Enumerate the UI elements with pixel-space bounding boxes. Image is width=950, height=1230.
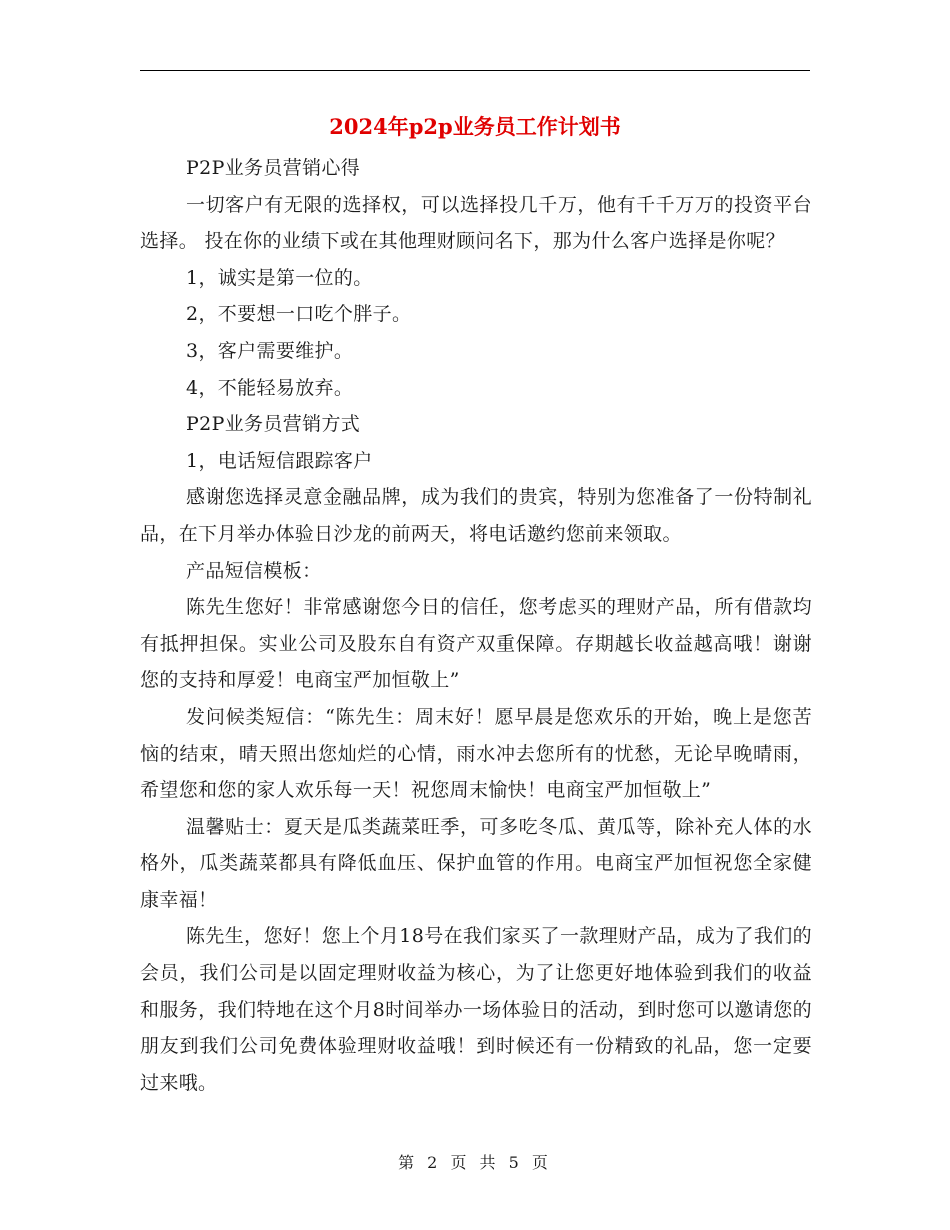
section-heading-marketing-insights: P2P业务员营销心得 xyxy=(186,157,361,179)
paragraph-health-tips: 温馨贴士：夏天是瓜类蔬菜旺季，可多吃冬瓜、黄瓜等，除补充人体的水格外，瓜类蔬菜都具有降低血压、保护血管的作用。电商宝严加恒祝您全家健康幸福！ xyxy=(140,815,812,911)
list-item-honesty: 1，诚实是第一位的。 xyxy=(186,266,373,289)
list-item-phone-sms-followup: 1，电话短信跟踪客户 xyxy=(186,449,373,472)
list-item-persistence: 4，不能轻易放弃。 xyxy=(186,376,354,399)
list-item-maintain-customers: 3，客户需要维护。 xyxy=(186,339,354,362)
paragraph-product-sms: 陈先生您好！非常感谢您今日的信任，您考虑买的理财产品，所有借款均有抵押担保。实业公司及股东自有资产双重保障。存期越长收益越高哦！谢谢您的支持和厚爱！电商宝严加恒敬上” xyxy=(140,596,812,692)
paragraph-thank-you-gift: 感谢您选择灵意金融品牌，成为我们的贵宾，特别为您准备了一份特制礼品，在下月举办体验日沙龙的前两天，将电话邀约您前来领取。 xyxy=(140,486,812,545)
paragraph-greeting-sms: 发问候类短信：“陈先生：周末好！愿早晨是您欢乐的开始，晚上是您苦恼的结束，晴天照出您灿烂的心情，雨水冲去您所有的忧愁，无论早晚晴雨，希望您和您的家人欢乐每一天！祝您周末愉快！电商宝严加恒敬上” xyxy=(140,705,812,802)
section-heading-marketing-methods: P2P业务员营销方式 xyxy=(186,413,361,436)
paragraph-customer-choice: 一切客户有无限的选择权，可以选择投几千万，他有千千万万的投资平台选择。 投在你的业绩下或在其他理财顾问名下，那为什么客户选择是你呢？ xyxy=(140,193,812,253)
list-item-patience: 2，不要想一口吃个胖子。 xyxy=(186,303,412,326)
document-body xyxy=(140,150,812,1101)
page-number-footer: 第 2 页 共 5 页 xyxy=(398,1153,552,1172)
document-title: 2024年p2p业务员工作计划书 xyxy=(329,114,621,139)
paragraph-event-invitation: 陈先生，您好！您上个月18号在我们家买了一款理财产品，成为了我们的会员，我们公司是以固定理财收益为核心，为了让您更好地体验到我们的收益和服务，我们特地在这个月8时间举办一场体验日的活动，到时您可以邀请您的朋友到我们公司免费体验理财收益哦！到时候还有一份精致的礼品，您一定要过来哦。 xyxy=(140,925,812,1094)
header-rule xyxy=(140,70,810,71)
paragraph-sms-template-label: 产品短信模板： xyxy=(186,559,322,582)
